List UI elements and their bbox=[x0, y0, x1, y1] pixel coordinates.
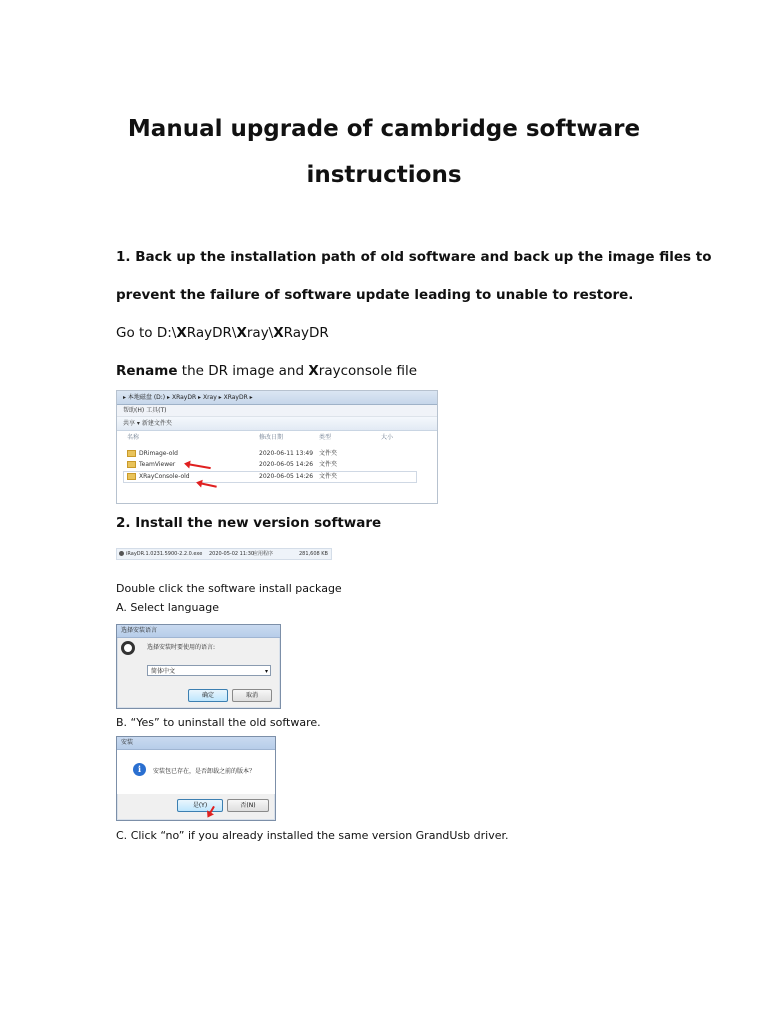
cancel-button[interactable]: 取消 bbox=[232, 689, 272, 702]
step-1-line2: prevent the failure of software update leading to unable to restore. bbox=[116, 287, 634, 303]
folder-date: 2020-06-05 14:26 bbox=[259, 461, 314, 468]
folder-icon bbox=[127, 450, 136, 457]
explorer-menu-bar: 帮助(H) 工具(T) bbox=[117, 405, 437, 417]
installer-file-date: 2020-05-02 11:30 bbox=[209, 551, 255, 557]
step-c bbox=[116, 829, 509, 842]
info-icon: i bbox=[133, 763, 146, 776]
double-click-instruction: Double click the software install package bbox=[116, 582, 342, 595]
explorer-header-row bbox=[123, 433, 417, 443]
step-c-text: Click “no” if you already installed the same version GrandUsb driver. bbox=[130, 829, 509, 842]
confirm-dialog-screenshot bbox=[116, 736, 276, 821]
step-2 bbox=[116, 515, 381, 531]
rename-x: X bbox=[308, 363, 319, 379]
table-row[interactable] bbox=[123, 471, 417, 483]
step-a-label: A. bbox=[116, 601, 127, 614]
explorer-screenshot bbox=[116, 390, 438, 504]
step-b-text: “Yes” to uninstall the old software. bbox=[130, 716, 321, 729]
rename-instruction bbox=[116, 363, 417, 379]
table-row[interactable] bbox=[123, 449, 417, 459]
installer-file-name: iRayDR.1.0231.5900-2.2.0.exe bbox=[126, 551, 203, 557]
goto-mid1: RayDR\ bbox=[186, 325, 237, 341]
header-size: 大小 bbox=[381, 434, 394, 441]
folder-date: 2020-06-11 13:49 bbox=[259, 450, 314, 457]
folder-name: XRayConsole-old bbox=[127, 472, 190, 482]
installer-file-kind: 应用程序 bbox=[253, 551, 274, 557]
folder-type: 文件夹 bbox=[319, 473, 338, 480]
header-name: 名称 bbox=[127, 434, 140, 441]
language-dialog-screenshot bbox=[116, 624, 281, 709]
yes-button[interactable]: 是(Y) bbox=[177, 799, 223, 812]
chevron-down-icon: ▾ bbox=[264, 668, 268, 675]
goto-end: RayDR bbox=[283, 325, 329, 341]
step-b-label: B. bbox=[116, 716, 128, 729]
step-1-text: Back up the installation path of old software and back up the image files to bbox=[135, 249, 712, 265]
language-dialog-title: 选择安装语言 bbox=[117, 625, 280, 638]
language-prompt: 选择安装时要使用的语言: bbox=[147, 644, 216, 651]
goto-mid2: ray\ bbox=[246, 325, 274, 341]
table-row[interactable] bbox=[123, 460, 417, 470]
language-select[interactable] bbox=[147, 665, 271, 676]
rename-text1: the DR image and bbox=[177, 363, 309, 379]
explorer-address-bar: ▸ 本地磁盘 (D:) ▸ XRayDR ▸ Xray ▸ XRayDR ▸ bbox=[117, 391, 437, 405]
folder-type: 文件夹 bbox=[319, 461, 338, 468]
app-icon bbox=[119, 551, 124, 556]
goto-prefix: Go to D:\ bbox=[116, 325, 177, 341]
folder-date: 2020-06-05 14:26 bbox=[259, 473, 314, 480]
confirm-dialog-title: 安装 bbox=[117, 737, 275, 750]
step-c-label: C. bbox=[116, 829, 128, 842]
step-2-number: 2. bbox=[116, 515, 131, 531]
explorer-toolbar: 共享 ▾ 新建文件夹 bbox=[117, 417, 437, 431]
ok-button[interactable]: 确定 bbox=[188, 689, 228, 702]
goto-path bbox=[116, 325, 329, 341]
step-2-text: Install the new version software bbox=[135, 515, 382, 531]
step-b bbox=[116, 716, 321, 729]
installer-file-screenshot bbox=[116, 548, 332, 560]
step-a bbox=[116, 601, 219, 614]
step-1-number: 1. bbox=[116, 249, 131, 265]
header-date: 修改日期 bbox=[259, 434, 284, 441]
page-title: Manual upgrade of cambridge software bbox=[127, 116, 641, 142]
no-button[interactable]: 否(N) bbox=[227, 799, 269, 812]
installer-logo-icon bbox=[121, 641, 135, 655]
rename-text2: rayconsole file bbox=[318, 363, 418, 379]
confirm-message: 安装包已存在，是否卸载之前的版本？ bbox=[153, 768, 256, 775]
goto-x1: X bbox=[176, 325, 187, 341]
installer-file-size: 281,608 KB bbox=[299, 551, 328, 557]
goto-x2: X bbox=[236, 325, 247, 341]
rename-bold: Rename bbox=[116, 363, 178, 379]
folder-name: DRimage-old bbox=[127, 449, 178, 459]
page-title-line2: instructions bbox=[306, 162, 462, 188]
step-1-line1 bbox=[116, 249, 711, 265]
folder-icon bbox=[127, 473, 136, 480]
header-type: 类型 bbox=[319, 434, 332, 441]
folder-name: TeamViewer bbox=[127, 460, 175, 470]
language-selected-value: 简体中文 bbox=[151, 668, 176, 675]
step-a-text: Select language bbox=[130, 601, 219, 614]
folder-type: 文件夹 bbox=[319, 450, 338, 457]
goto-x3: X bbox=[273, 325, 284, 341]
folder-icon bbox=[127, 461, 136, 468]
